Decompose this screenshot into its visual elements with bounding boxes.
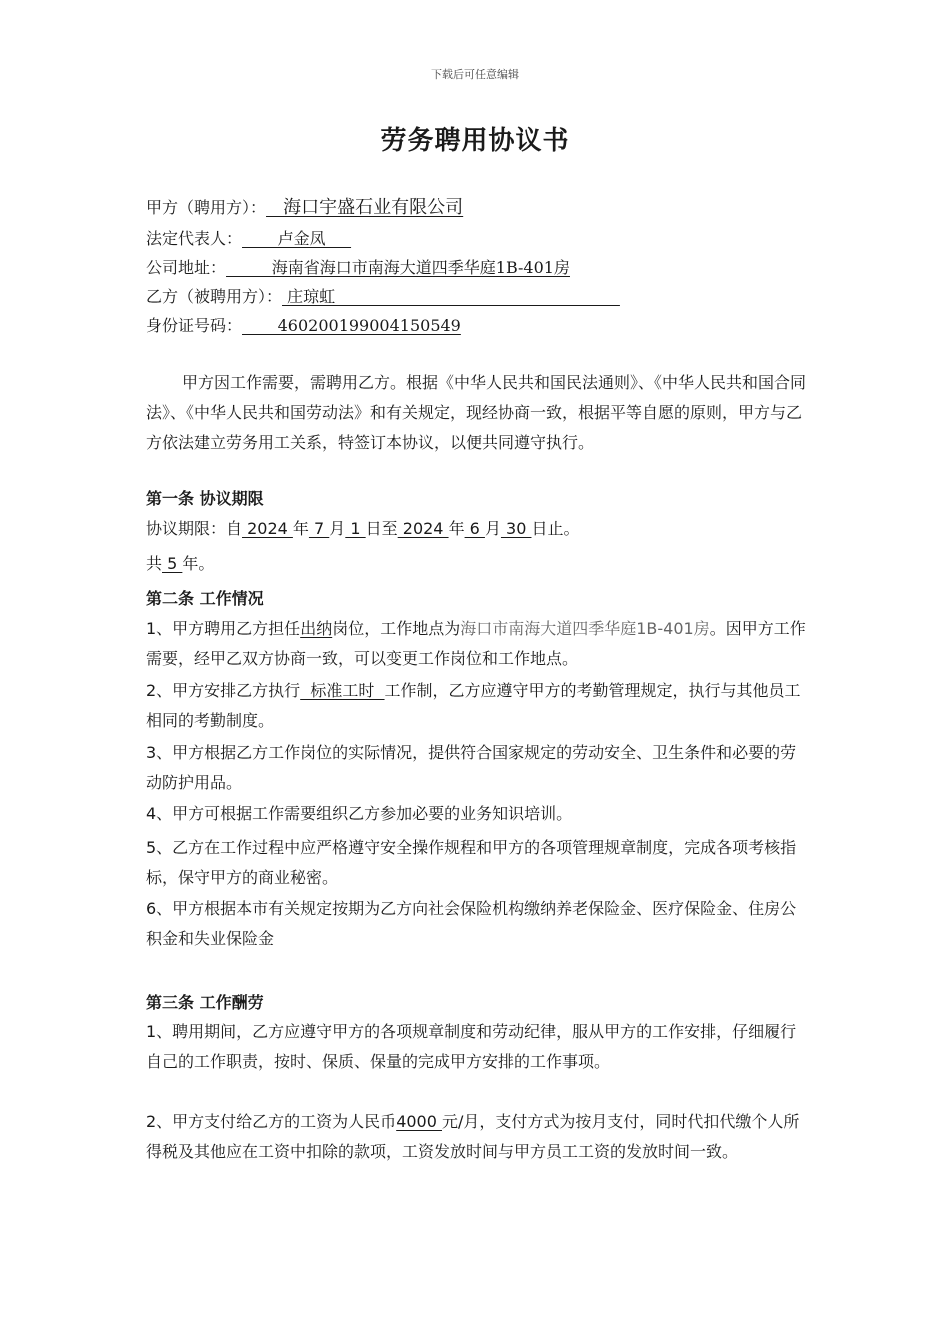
- address-line: [146, 258, 570, 278]
- representative-line: [146, 229, 351, 249]
- start-month: 7: [308, 519, 330, 538]
- article-2-item-4: 4、甲方可根据工作需要组织乙方参加必要的业务知识培训。: [146, 804, 573, 823]
- party-b-value: 庄琼虹: [282, 287, 620, 306]
- term-text: 协议期限：自: [146, 519, 243, 538]
- item-text: 岗位，工作地点为: [332, 619, 461, 638]
- item-text: 元/月，支付方式为按月支付，同时代扣代缴个人所得税及其他应在工资中扣除的款项，工资发放时间与甲方员工工资的发放时间一致。: [146, 1112, 800, 1161]
- party-a-line: [146, 198, 463, 218]
- work-hours-value: 标准工时: [300, 681, 385, 700]
- intro-paragraph: 甲方因工作需要，需聘用乙方。根据《中华人民共和国民法通则》、《中华人民共和国合同法》、《中华人民共和国劳动法》和有关规定，现经协商一致，根据平等自愿的原则，甲方与乙方依法建立劳务用工关系，特签订本协议，以便共同遵守执行。: [146, 373, 807, 452]
- party-a-value: 海口宇盛石业有限公司: [266, 197, 464, 218]
- article-2-item-2: [146, 676, 810, 736]
- term-text: 年: [292, 519, 309, 538]
- start-year: 2024: [242, 519, 293, 538]
- item-text: 2、甲方支付给乙方的工资为人民币: [146, 1112, 397, 1131]
- term-years-text: 年。: [182, 554, 215, 573]
- article-2-item-3: 3、甲方根据乙方工作岗位的实际情况，提供符合国家规定的劳动安全、卫生条件和必要的劳动防护用品。: [146, 743, 797, 792]
- end-day: 30: [500, 519, 532, 538]
- term-text: 日至: [365, 519, 398, 538]
- header-note: 下载后可任意编辑: [431, 68, 519, 81]
- article-3-item-1: 1、聘用期间，乙方应遵守甲方的各项规章制度和劳动纪律，服从甲方的工作安排，仔细履行自己的工作职责，按时、保质、保量的完成甲方安排的工作事项。: [146, 1022, 797, 1071]
- article-2-item-6: 6、甲方根据本市有关规定按期为乙方向社会保险机构缴纳养老保险金、医疗保险金、住房公积金和失业保险金: [146, 899, 797, 948]
- document-title: 劳务聘用协议书: [380, 126, 570, 156]
- term-text: 年: [448, 519, 465, 538]
- end-month: 6: [464, 519, 485, 538]
- term-text: 日止。: [531, 519, 580, 538]
- position-value: 出纳: [300, 619, 333, 638]
- id-number-line: [146, 316, 461, 336]
- item-text: 工作制，乙方应遵守甲方的考勤管理规定，执行与其他员工相同的考勤制度。: [146, 681, 801, 730]
- representative-label: 法定代表人：: [146, 229, 243, 248]
- salary-value: 4000: [396, 1112, 442, 1131]
- id-number-label: 身份证号码：: [146, 316, 243, 335]
- work-location-value: 海口市南海大道四季华庭1B-401房: [460, 619, 710, 638]
- item-text: 1、甲方聘用乙方担任: [146, 619, 301, 638]
- term-years-text: 共: [146, 554, 163, 573]
- article-2-heading: 第二条 工作情况: [146, 589, 264, 608]
- article-3-heading: 第三条 工作酬劳: [146, 993, 264, 1012]
- end-year: 2024: [397, 519, 449, 538]
- term-line: [146, 514, 810, 544]
- term-text: 月: [484, 519, 501, 538]
- party-b-line: [146, 287, 620, 307]
- address-value: 海南省海口市南海大道四季华庭1B-401房: [226, 258, 570, 277]
- article-1-heading: 第一条 协议期限: [146, 489, 264, 508]
- item-text: 。因甲方工作需要，经甲乙双方协商一致，可以变更工作岗位和工作地点。: [146, 619, 806, 668]
- start-day: 1: [345, 519, 366, 538]
- address-label: 公司地址：: [146, 258, 227, 277]
- term-text: 月: [329, 519, 346, 538]
- id-number-value: 460200199004150549: [242, 316, 461, 335]
- term-years-line: [146, 549, 810, 579]
- article-3-item-2: [146, 1107, 810, 1167]
- party-a-label: 甲方（聘用方）：: [146, 198, 267, 217]
- article-2-item-5: 5、乙方在工作过程中应严格遵守安全操作规程和甲方的各项管理规章制度，完成各项考核指标，保守甲方的商业秘密。: [146, 838, 797, 887]
- article-2-item-1: [146, 614, 810, 674]
- term-years-value: 5: [162, 554, 183, 573]
- representative-value: 卢金凤: [242, 229, 352, 248]
- item-text: 2、甲方安排乙方执行: [146, 681, 301, 700]
- party-b-label: 乙方（被聘用方）：: [146, 287, 283, 306]
